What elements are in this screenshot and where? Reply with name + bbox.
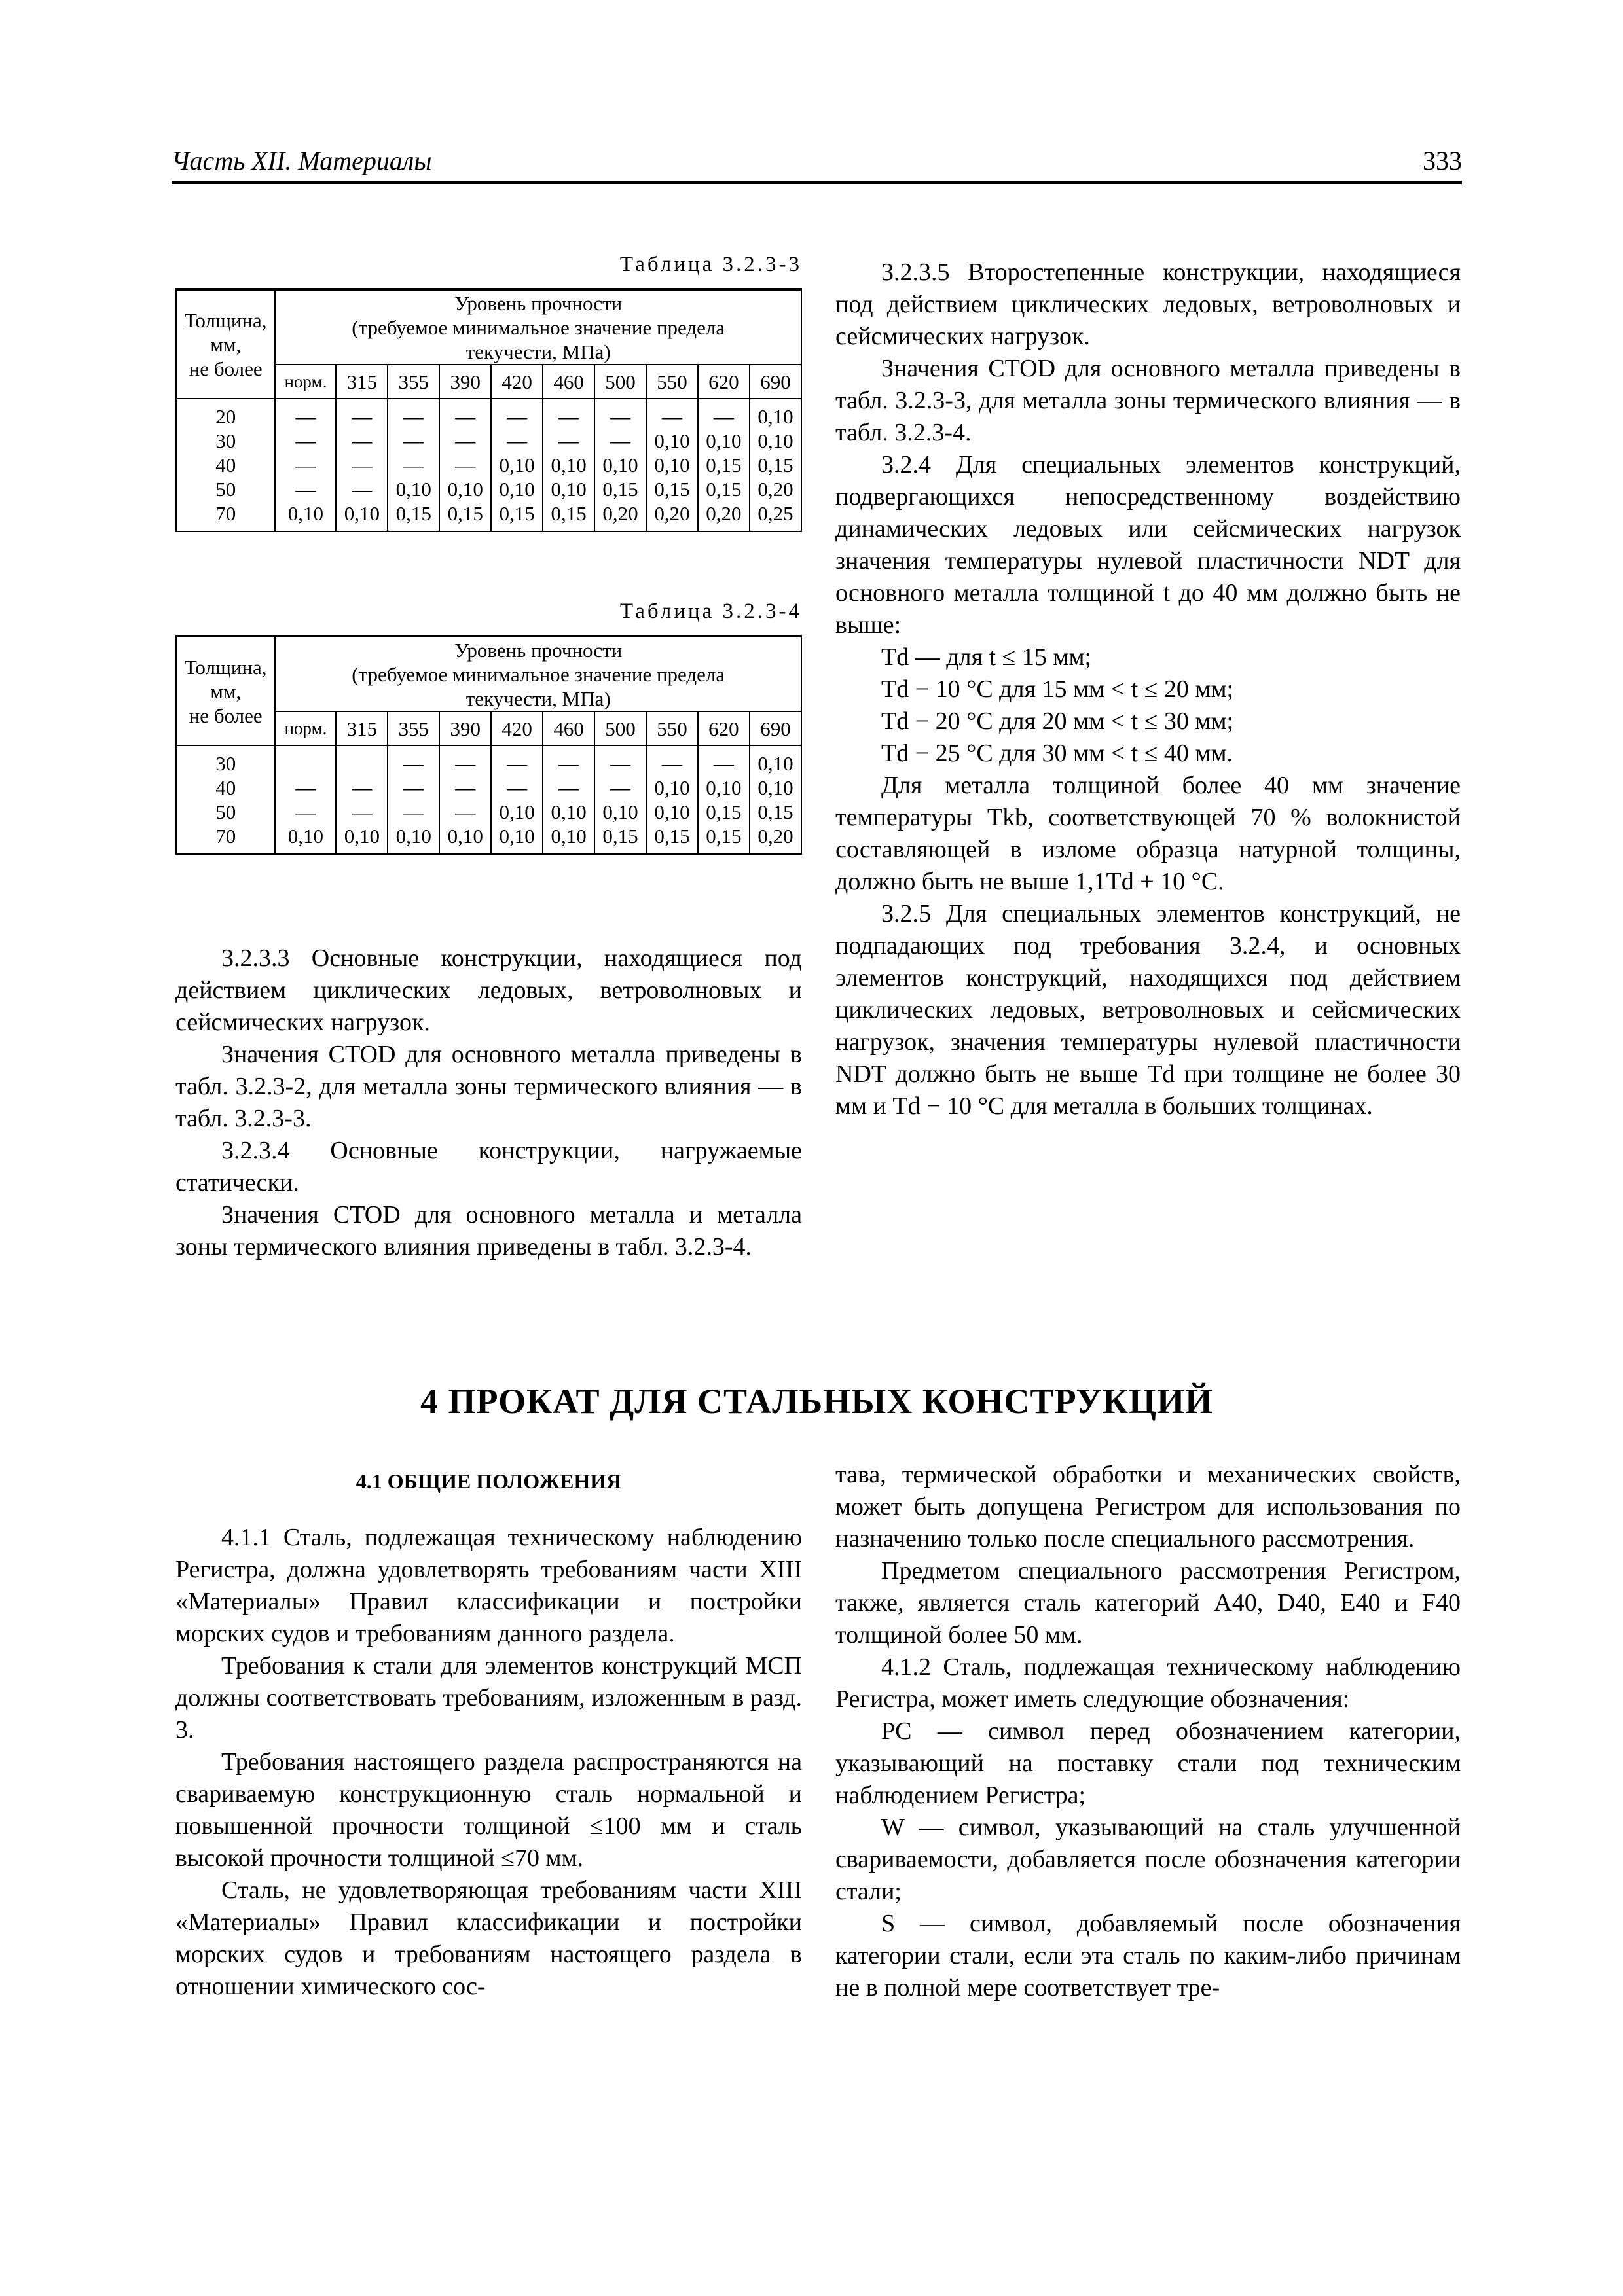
- paragraph: Требования к стали для элементов конструкций МСП должны соответствовать требованиям, изложенным в разд. 3.: [175, 1652, 802, 1744]
- level-header-cell: 550: [646, 711, 698, 745]
- ctod-value: —: [610, 429, 631, 452]
- ctod-value: 0,10: [551, 800, 587, 823]
- level-header-cell: 390: [439, 365, 491, 399]
- level-header-cell: 460: [543, 711, 594, 745]
- ctod-value: —: [558, 429, 579, 452]
- level-header-cell: 390: [439, 711, 491, 745]
- ctod-value: 0,10: [654, 429, 690, 452]
- ctod-value: —: [507, 752, 528, 775]
- ctod-value: 0,10: [757, 405, 793, 428]
- ctod-value: —: [558, 776, 579, 799]
- ctod-value: 0,10: [499, 478, 535, 501]
- ctod-value: —: [352, 454, 373, 476]
- ctod-value: —: [610, 752, 631, 775]
- ctod-table-haz: [175, 288, 802, 532]
- ctod-value: 0,10: [757, 429, 793, 452]
- ctod-value: 0,15: [757, 800, 793, 823]
- paragraph: тава, термической обработки и механических свойств, может быть допущена Регистром для использования по назначению только после специального рассмотрения.: [835, 1461, 1461, 1552]
- ctod-value: —: [558, 405, 579, 428]
- ctod-value: 0,10: [499, 825, 535, 848]
- ctod-value: 0,10: [706, 776, 742, 799]
- ctod-value: —: [507, 776, 528, 799]
- ctod-value: 0,20: [654, 502, 690, 525]
- ctod-value: 0,15: [602, 478, 638, 501]
- level-header-cell: норм.: [275, 711, 336, 745]
- ctod-column: [439, 745, 491, 854]
- paragraph: 3.2.3.4 Основные конструкции, нагружаемые статически.: [175, 1137, 802, 1196]
- ctod-value: 0,15: [447, 502, 483, 525]
- ctod-value: —: [295, 454, 316, 476]
- thickness-value: 70: [215, 502, 236, 525]
- ctod-value: —: [295, 776, 316, 799]
- ctod-value: —: [352, 429, 373, 452]
- ctod-value: —: [507, 429, 528, 452]
- paragraph: 3.2.3.3 Основные конструкции, находящиеся под действием циклических ледовых, ветроволновых и сейсмических нагрузок.: [175, 944, 802, 1036]
- ctod-table-base: [175, 635, 802, 855]
- ctod-value: 0,10: [499, 800, 535, 823]
- ctod-value: 0,10: [447, 478, 483, 501]
- level-header-cell: 500: [594, 365, 646, 399]
- level-header-cell: 315: [336, 365, 388, 399]
- paragraph: 4.1.2 Сталь, подлежащая техническому наблюдению Регистра, может иметь следующие обозначения:: [835, 1653, 1461, 1713]
- level-header-cell: норм.: [275, 365, 336, 399]
- ctod-value: —: [403, 800, 424, 823]
- ctod-value: 0,15: [706, 454, 742, 476]
- level-header-cell: 355: [388, 365, 439, 399]
- ctod-value: 0,10: [499, 454, 535, 476]
- ctod-column: [543, 745, 594, 854]
- ctod-value: [337, 751, 387, 776]
- ctod-value: 0,10: [654, 454, 690, 476]
- formula-line: Td — для t ≤ 15 мм;: [881, 643, 1092, 671]
- ctod-value: 0,15: [706, 825, 742, 848]
- ctod-value: 0,10: [344, 502, 380, 525]
- thickness-values: [176, 399, 275, 531]
- ctod-value: 0,15: [499, 502, 535, 525]
- ctod-value: —: [295, 429, 316, 452]
- ctod-value: 0,15: [654, 825, 690, 848]
- ctod-value: —: [455, 776, 476, 799]
- ctod-column: [275, 399, 336, 531]
- ctod-value: —: [713, 752, 734, 775]
- ctod-value: 0,10: [654, 800, 690, 823]
- level-header-cell: 420: [491, 711, 543, 745]
- ctod-column: [543, 399, 594, 531]
- ctod-value: —: [295, 405, 316, 428]
- thickness-header: Толщина, мм, не более: [176, 289, 275, 399]
- ctod-value: 0,10: [344, 825, 380, 848]
- ctod-column: [336, 745, 388, 854]
- thickness-value: 40: [215, 454, 236, 476]
- section-left-column: [175, 1522, 802, 2003]
- ctod-value: —: [610, 776, 631, 799]
- ctod-value: 0,10: [287, 502, 324, 525]
- ctod-value: —: [507, 405, 528, 428]
- ctod-value: 0,10: [447, 825, 483, 848]
- ctod-column: [388, 399, 439, 531]
- level-header-cell: 690: [750, 365, 801, 399]
- ctod-value: 0,10: [551, 478, 587, 501]
- strength-level-header: Уровень прочности (требуемое минимальное значение предела текучести, МПа): [275, 636, 801, 711]
- ctod-column: [388, 745, 439, 854]
- ctod-value: —: [713, 405, 734, 428]
- paragraph: Предметом специального рассмотрения Регистром, также, является сталь категорий A40, D40, E40 и F40 толщиной более 50 мм.: [835, 1557, 1461, 1649]
- ctod-value: 0,15: [551, 502, 587, 525]
- paragraph: Требования настоящего раздела распространяются на свариваемую конструкционную сталь нормальной и повышенной прочности толщиной ≤100 мм и сталь высокой прочности толщиной ≤70 мм.: [175, 1748, 802, 1872]
- running-header: [172, 143, 1462, 184]
- ctod-value: 0,10: [706, 429, 742, 452]
- ctod-value: 0,10: [602, 800, 638, 823]
- ctod-value: —: [403, 454, 424, 476]
- ctod-value: —: [295, 800, 316, 823]
- section-title: 4.1 ОБЩИЕ ПОЛОЖЕНИЯ: [356, 1469, 622, 1493]
- ctod-column: [646, 745, 698, 854]
- ctod-value: 0,20: [757, 478, 793, 501]
- ctod-column: [698, 745, 750, 854]
- chapter-title: 4 ПРОКАТ ДЛЯ СТАЛЬНЫХ КОНСТРУКЦИЙ: [420, 1382, 1214, 1421]
- ctod-value: 0,10: [287, 825, 324, 848]
- ctod-column: [336, 399, 388, 531]
- ctod-value: —: [352, 776, 373, 799]
- ctod-value: —: [661, 405, 682, 428]
- ctod-value: 0,15: [602, 825, 638, 848]
- paragraph: 3.2.4 Для специальных элементов конструкций, подвергающихся непосредственному воздействию динамических ледовых или сейсмических нагрузок значения температуры нулевой пластичности NDT для основного металла толщиной t до 40 мм должно быть не выше:: [835, 451, 1461, 639]
- ctod-column: [646, 399, 698, 531]
- level-header-cell: 690: [750, 711, 801, 745]
- section-right-column: [835, 1459, 1461, 2004]
- ctod-value: 0,10: [551, 825, 587, 848]
- ctod-value: 0,10: [757, 752, 793, 775]
- thickness-header: Толщина, мм, не более: [176, 636, 275, 745]
- paragraph: 4.1.1 Сталь, подлежащая техническому наблюдению Регистра, должна удовлетворять требованиям части XIII «Материалы» Правил классификации и постройки морских судов и требованиям данного раздела.: [175, 1524, 802, 1647]
- ctod-value: —: [352, 405, 373, 428]
- level-header-cell: 355: [388, 711, 439, 745]
- ctod-value: —: [403, 776, 424, 799]
- strength-level-header: Уровень прочности (требуемое минимальное значение предела текучести, МПа): [275, 289, 801, 365]
- ctod-value: [276, 751, 335, 776]
- ctod-column: [698, 399, 750, 531]
- ctod-value: —: [455, 429, 476, 452]
- ctod-column: [275, 745, 336, 854]
- level-header-cell: 500: [594, 711, 646, 745]
- table-caption: Таблица 3.2.3-3: [619, 253, 802, 276]
- ctod-value: —: [455, 405, 476, 428]
- ctod-value: —: [455, 800, 476, 823]
- ctod-value: 0,25: [757, 502, 793, 525]
- level-header-cell: 460: [543, 365, 594, 399]
- ctod-value: 0,20: [757, 825, 793, 848]
- ctod-column: [439, 399, 491, 531]
- thickness-values: [176, 745, 275, 854]
- thickness-value: 40: [215, 776, 236, 799]
- ctod-column: [750, 745, 801, 854]
- ctod-value: —: [403, 405, 424, 428]
- ctod-value: —: [352, 800, 373, 823]
- ctod-value: —: [352, 478, 373, 501]
- paragraph: Значения CTOD для основного металла и металла зоны термического влияния приведены в табл. 3.2.3-4.: [175, 1201, 802, 1261]
- paragraph: Значения CTOD для основного металла приведены в табл. 3.2.3-2, для металла зоны термического влияния — в табл. 3.2.3-3.: [175, 1041, 802, 1132]
- thickness-value: 50: [215, 800, 236, 823]
- ctod-value: —: [295, 478, 316, 501]
- thickness-value: 70: [215, 825, 236, 848]
- ctod-value: —: [610, 405, 631, 428]
- paragraph: W — символ, указывающий на сталь улучшенной свариваемости, добавляется после обозначения категории стали;: [835, 1814, 1461, 1905]
- formula-line: Td − 20 °C для 20 мм < t ≤ 30 мм;: [881, 708, 1234, 735]
- ctod-value: 0,10: [395, 478, 431, 501]
- left-column-text: [175, 942, 802, 1263]
- right-column-text: [835, 257, 1461, 1122]
- paragraph: 3.2.3.5 Второстепенные конструкции, находящиеся под действием циклических ледовых, ветроволновых и сейсмических нагрузок.: [835, 259, 1461, 350]
- ctod-column: [491, 399, 543, 531]
- ctod-value: 0,15: [706, 478, 742, 501]
- ctod-value: 0,10: [654, 776, 690, 799]
- ctod-value: 0,10: [757, 776, 793, 799]
- paragraph: Сталь, не удовлетворяющая требованиям части XIII «Материалы» Правил классификации и постройки морских судов и требованиям настоящего раздела в отношении химического сос-: [175, 1876, 802, 2000]
- ctod-value: —: [403, 429, 424, 452]
- level-header-cell: 420: [491, 365, 543, 399]
- ctod-value: —: [661, 752, 682, 775]
- ctod-value: 0,10: [395, 825, 431, 848]
- part-title: Часть XII. Материалы: [172, 146, 432, 175]
- paragraph: Для металла толщиной более 40 мм значение температуры Tkb, соответствующей 70 % волокнистой составляющей в изломе образца натурной толщины, должно быть не выше 1,1Td + 10 °C.: [835, 772, 1461, 895]
- level-header-cell: 620: [698, 711, 750, 745]
- ctod-value: 0,15: [706, 800, 742, 823]
- thickness-value: 20: [215, 405, 236, 428]
- ctod-value: 0,15: [757, 454, 793, 476]
- paragraph: PC — символ перед обозначением категории, указывающий на поставку стали под техническим наблюдением Регистра;: [835, 1717, 1461, 1809]
- ctod-value: 0,20: [706, 502, 742, 525]
- ctod-column: [491, 745, 543, 854]
- ctod-column: [594, 399, 646, 531]
- level-header-cell: 550: [646, 365, 698, 399]
- ctod-value: 0,20: [602, 502, 638, 525]
- thickness-value: 30: [215, 752, 236, 775]
- ctod-value: —: [455, 454, 476, 476]
- ctod-value: 0,10: [551, 454, 587, 476]
- ctod-value: —: [403, 752, 424, 775]
- table-caption: Таблица 3.2.3-4: [619, 600, 802, 623]
- ctod-value: 0,15: [395, 502, 431, 525]
- ctod-value: —: [455, 752, 476, 775]
- formula-line: Td − 10 °C для 15 мм < t ≤ 20 мм;: [881, 675, 1234, 703]
- ctod-value: 0,15: [654, 478, 690, 501]
- thickness-value: 30: [215, 429, 236, 452]
- ctod-value: —: [558, 752, 579, 775]
- level-header-cell: 620: [698, 365, 750, 399]
- formula-line: Td − 25 °C для 30 мм < t ≤ 40 мм.: [881, 740, 1233, 767]
- paragraph: Значения CTOD для основного металла приведены в табл. 3.2.3-3, для металла зоны термического влияния — в табл. 3.2.3-4.: [835, 355, 1461, 446]
- paragraph: S — символ, добавляемый после обозначения категории стали, если эта сталь по каким-либо причинам не в полной мере соответствует тре-: [835, 1910, 1461, 2001]
- ctod-value: 0,10: [602, 454, 638, 476]
- page-number: 333: [1423, 146, 1462, 175]
- ctod-column: [594, 745, 646, 854]
- paragraph: 3.2.5 Для специальных элементов конструкций, не подпадающих под требования 3.2.4, и основных элементов конструкций, находящихся под действием циклических ледовых, ветроволновых и сейсмических нагрузок, значения температуры нулевой пластичности NDT должно быть не выше Td при толщине не более 30 мм и Td − 10 °C для металла в больших толщинах.: [835, 900, 1461, 1120]
- level-header-cell: 315: [336, 711, 388, 745]
- thickness-value: 50: [215, 478, 236, 501]
- ctod-column: [750, 399, 801, 531]
